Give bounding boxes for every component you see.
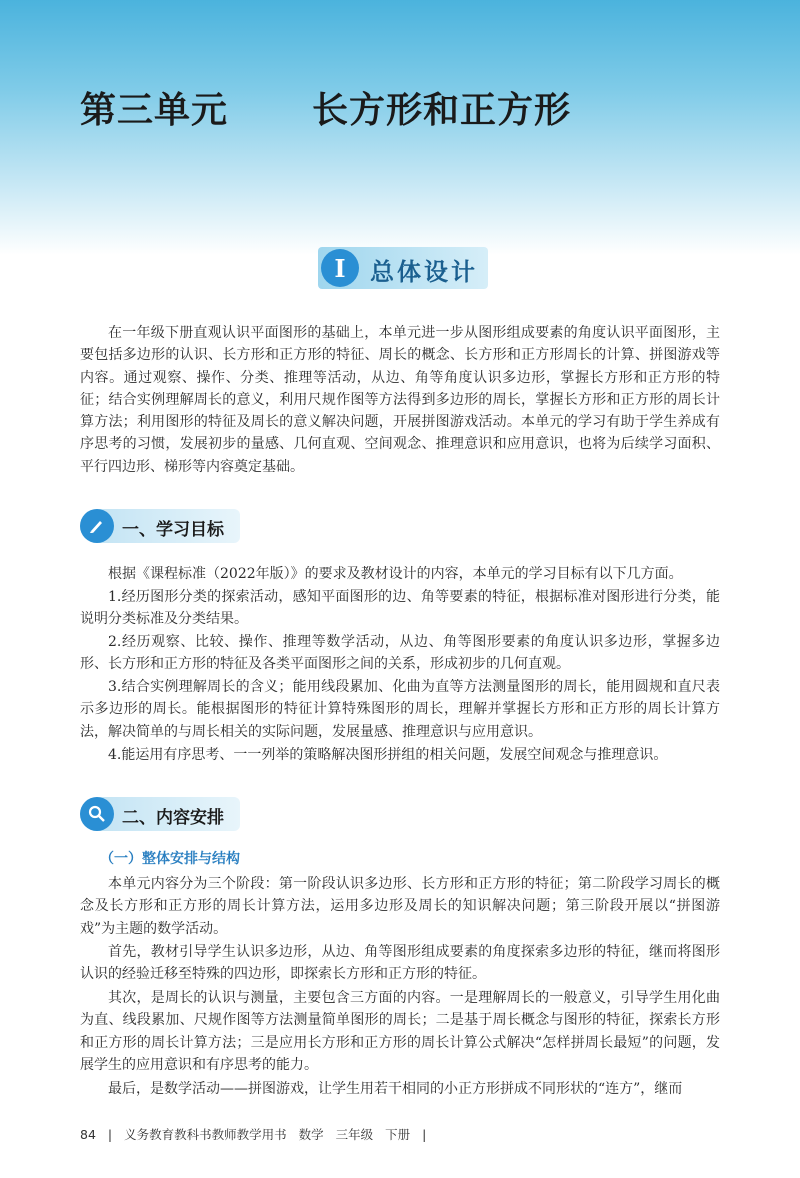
page-number: 84 [80,1127,96,1142]
section-title-goals: 一、学习目标 [122,520,224,540]
design-banner [318,247,488,289]
section-heading-goals [80,509,240,543]
section-heading-content [80,797,240,831]
goals-lead: 根据《课程标准（2022年版）》的要求及教材设计的内容，本单元的学习目标有以下几方面。 [108,566,683,582]
unit-label: 第三单元 [80,89,229,131]
footer-separator: | [107,1127,113,1142]
search-icon [80,797,114,831]
volume: 下册 [385,1127,411,1142]
content-paragraph-3: 其次，是周长的认识与测量，主要包含三方面的内容。一是理解周长的一般意义，引导学生用化曲为直、线段累加、尺规作图等方法测量简单图形的周长；二是基于周长概念与图形的特征，探索长方形和正方形的周长计算方法；三是应用长方形和正方形的周长计算公式解决“怎样拼周长最短”的问题，发展学生的应用意识和有序思考的能力。 [80,990,720,1073]
goal-item-4: 4.能运用有序思考、一一列举的策略解决图形拼组的相关问题，发展空间观念与推理意识。 [108,747,668,763]
book-title: 义务教育教科书教师教学用书 [124,1127,287,1142]
design-title: 总体设计 [370,258,478,286]
unit-title: 长方形和正方形 [312,89,572,131]
subheading-overall: （一）整体安排与结构 [100,851,240,867]
search-icon-graphic [87,804,107,824]
pen-icon [80,509,114,543]
section-title-content: 二、内容安排 [122,808,224,828]
intro-paragraph: 在一年级下册直观认识平面图形的基础上，本单元进一步从图形组成要素的角度认识平面图形，主要包括多边形的认识、长方形和正方形的特征、周长的概念、长方形和正方形周长的计算、拼图游戏等内容。通过观察、操作、分类、推理等活动，从边、角等角度认识多边形，掌握长方形和正方形的特征；结合实例理解周长的意义，利用尺规作图等方法得到多边形的周长，掌握长方形和正方形的周长计算方法；利用图形的特征及周长的意义解决问题，开展拼图游戏活动。本单元的学习有助于学生养成有序思考的习惯，发展初步的量感、几何直观、空间观念、推理意识和应用意识，也将为后续学习面积、平行四边形、梯形等内容奠定基础。 [80,325,720,475]
subject: 数学 [298,1127,324,1142]
content-paragraph-2: 首先，教材引导学生认识多边形，从边、角等图形组成要素的角度探索多边形的特征，继而将图形认识的经验迁移至特殊的四边形，即探索长方形和正方形的特征。 [80,944,720,983]
goal-item-2: 2.经历观察、比较、操作、推理等数学活动，从边、角等图形要素的角度认识多边形，掌握多边形、长方形和正方形的特征及各类平面图形之间的关系，形成初步的几何直观。 [80,634,720,673]
grade: 三年级 [335,1127,374,1142]
content-paragraph-1: 本单元内容分为三个阶段：第一阶段认识多边形、长方形和正方形的特征；第二阶段学习周长的概念及长方形和正方形的周长计算方法，运用多边形及周长的知识解决问题；第三阶段开展以“拼图游戏”为主题的数学活动。 [80,876,720,937]
footer-separator: | [422,1127,427,1142]
goal-item-3: 3.结合实例理解周长的含义；能用线段累加、化曲为直等方法测量图形的周长，能用圆规和直尺表示多边形的周长。能根据图形的特征计算特殊图形的周长，理解并掌握长方形和正方形的周长计算方法，解决简单的与周长相关的实际问题，发展量感、推理意识与应用意识。 [80,679,720,740]
content-paragraph-4: 最后，是数学活动——拼图游戏，让学生用若干相同的小正方形拼成不同形状的“连方”，继而 [108,1081,683,1097]
page-footer [80,1125,434,1143]
pen-icon-graphic [87,516,107,536]
goal-item-1: 1.经历图形分类的探索活动，感知平面图形的边、角等要素的特征，根据标准对图形进行分类，能说明分类标准及分类结果。 [80,589,720,628]
roman-numeral-badge: I [321,249,359,287]
